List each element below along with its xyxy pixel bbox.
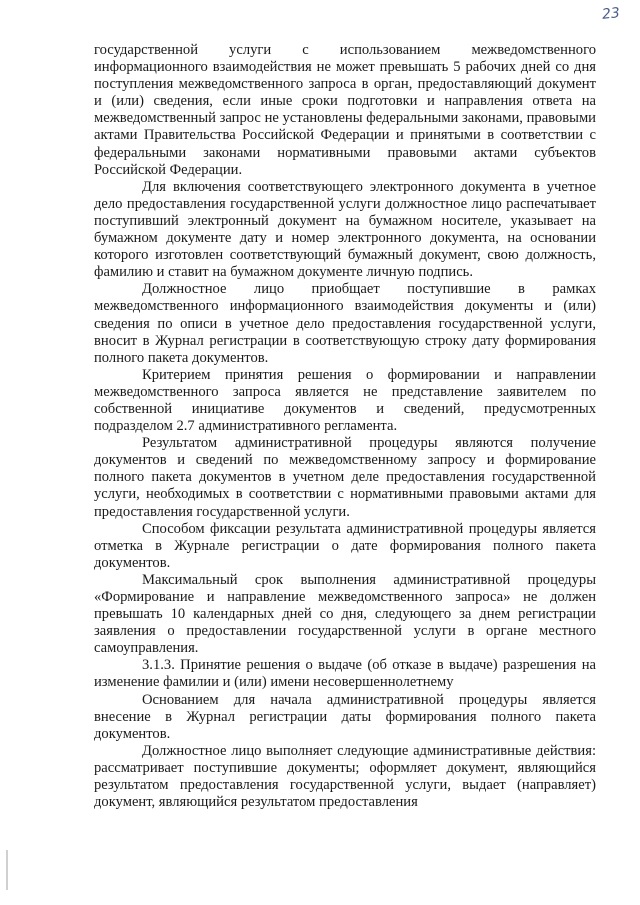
page-number: 23 bbox=[601, 5, 621, 23]
paragraph-max-term: Максимальный срок выполнения административной процедуры «Формирование и направление межведомственного запроса» не должен превышать 10 календарных дней со дня, следующего за днем регистрации заявления о предоставлении государственной услуги в органе местного самоуправления. bbox=[94, 571, 596, 657]
paragraph-basis: Основанием для начала административной процедуры является внесение в Журнал регистрации даты формирования полного пакета документов. bbox=[94, 691, 596, 742]
paragraph-official-attaches: Должностное лицо приобщает поступившие в рамках межведомственного информационного взаимодействия документы и (или) сведения по описи в учетное дело предоставления государственной услуги, вносит в Журнал регистрации в соответствующую строку дату формирования полного пакета документов. bbox=[94, 281, 596, 366]
scan-edge-mark bbox=[6, 850, 8, 890]
paragraph-continuation: государственной услуги с использованием межведомственного информационного взаимодействия не может превышать 5 рабочих дней со дня поступления межведомственного запроса в орган, предоставляющий документ и (или) сведения, если иные сроки подготовки и направления ответа на межведомственный запрос не установлены федеральными законами, правовыми актами Правительства Российской Федерации и принятыми в соответствии с федеральными законами нормативными правовыми актами субъектов Российской Федерации. bbox=[94, 42, 596, 178]
section-heading-3-1-3: 3.1.3. Принятие решения о выдаче (об отказе в выдаче) разрешения на изменение фамилии и (или) имени несовершеннолетнему bbox=[94, 657, 596, 691]
paragraph-fixation-method: Способом фиксации результата административной процедуры является отметка в Журнале регистрации о дате формирования полного пакета документов. bbox=[94, 520, 596, 571]
paragraph-actions: Должностное лицо выполняет следующие административные действия: рассматривает поступившие документы; оформляет документ, являющийся результатом предоставления государственной услуги, выдает (направляет) документ, являющийся результатом предоставления bbox=[94, 742, 596, 811]
paragraph-criterion: Критерием принятия решения о формировании и направлении межведомственного запроса является не представление заявителем по собственной инициативе документов и сведений, предусмотренных подразделом 2.7 административного регламента. bbox=[94, 366, 596, 435]
paragraph-result: Результатом административной процедуры являются получение документов и сведений по межведомственному запросу и формирование полного пакета документов в учетном деле предоставления государственной услуги, необходимых в соответствии с нормативными правовыми актами для предоставления государственной услуги. bbox=[94, 435, 596, 520]
paragraph-electronic-document: Для включения соответствующего электронного документа в учетное дело предоставления государственной услуги должностное лицо распечатывает поступивший электронный документ на бумажном носителе, указывает на бумажном документе дату и номер электронного документа, на основании которого изготовлен соответствующий бумажный документ, свою должность, фамилию и ставит на бумажном документе личную подпись. bbox=[94, 178, 596, 281]
document-body bbox=[94, 42, 596, 811]
